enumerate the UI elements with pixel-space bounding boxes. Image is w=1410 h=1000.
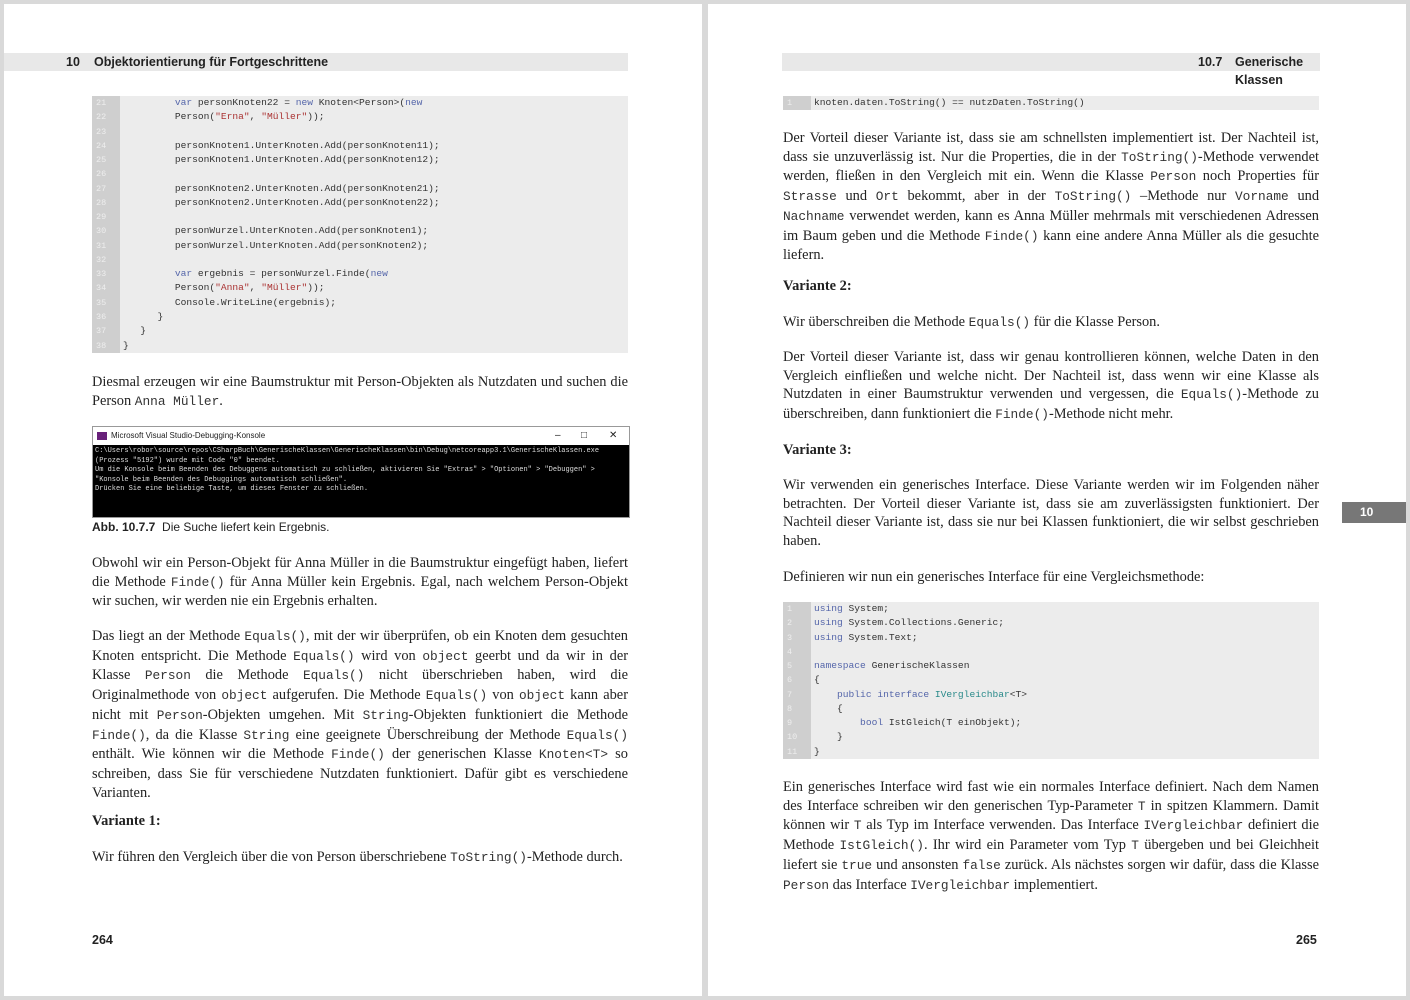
line-number: 6 xyxy=(783,673,811,687)
text-run: als Typ im Interface verwenden. Das Interface xyxy=(861,817,1144,834)
code-line xyxy=(92,96,628,110)
line-number: 28 xyxy=(92,196,120,210)
line-number: 22 xyxy=(92,110,120,124)
variant-heading: Variante 2: xyxy=(783,278,852,294)
text-run: Obwohl wir ein Person-Objekt für Anna Müller in die Baumstruktur eingefügt haben, liefert die Methode xyxy=(92,555,628,590)
paragraph xyxy=(783,568,1319,587)
text-run: bekommt, aber in der xyxy=(898,188,1055,205)
inline-code: Equals() xyxy=(293,648,355,664)
code-text: } xyxy=(123,325,147,337)
line-number: 1 xyxy=(783,96,811,110)
code-line xyxy=(783,702,1319,716)
line-number: 21 xyxy=(92,96,120,110)
line-number: 38 xyxy=(92,339,120,353)
code-text: Console.WriteLine(ergebnis); xyxy=(123,296,337,308)
code-text: { xyxy=(814,702,843,714)
line-number: 29 xyxy=(92,210,120,224)
code-text: } xyxy=(814,731,843,743)
text-run: , da die Klasse xyxy=(145,726,244,743)
text-run: . xyxy=(219,392,223,409)
inline-code: Equals() xyxy=(566,727,628,743)
console-line: (Prozess "5192") wurde mit Code "0" beendet. xyxy=(95,456,280,465)
line-number: 36 xyxy=(92,310,120,324)
section-number: 10.7 xyxy=(1198,55,1223,69)
inline-code: Equals() xyxy=(302,668,365,684)
inline-code: Strasse xyxy=(783,189,837,205)
code-text: personKnoten1.UnterKnoten.Add(personKnoten11); xyxy=(123,139,440,151)
code-text: Person("Erna", "Müller")); xyxy=(123,111,325,123)
code-text: personWurzel.UnterKnoten.Add(personKnoten1); xyxy=(123,225,429,237)
code-line xyxy=(92,210,628,224)
inline-code: object xyxy=(221,688,268,704)
code-text: using System.Collections.Generic; xyxy=(814,617,1004,629)
text-run: -Methode nicht mehr. xyxy=(1048,406,1174,423)
page-number: 264 xyxy=(92,933,113,947)
line-number: 34 xyxy=(92,281,120,295)
line-number: 32 xyxy=(92,253,120,267)
line-number: 3 xyxy=(783,631,811,645)
text-run: nicht überschrieben haben, wird die Originalmethode von xyxy=(92,667,628,704)
text-run: . Ihr wird ein Parameter vom Typ xyxy=(923,837,1132,854)
console-titlebar xyxy=(93,427,629,445)
inline-code: Person xyxy=(156,707,203,723)
code-line xyxy=(783,96,1319,110)
text-run: kann eine andere Anna Müller als die gesuchte liefern. xyxy=(783,227,1319,264)
chapter-number: 10 xyxy=(66,55,80,69)
inline-code: Finde() xyxy=(995,407,1049,423)
inline-code: Person xyxy=(144,668,191,684)
code-line xyxy=(92,182,628,196)
line-number: 2 xyxy=(783,616,811,630)
inline-code: Finde() xyxy=(331,747,385,763)
code-line xyxy=(783,631,1319,645)
text-run: noch Properties für xyxy=(1196,168,1319,185)
text-run: Wir überschreiben die Methode xyxy=(783,314,969,330)
inline-code: Equals() xyxy=(1180,387,1243,403)
code-text: Person("Anna", "Müller")); xyxy=(123,282,325,294)
text-run: Wir verwenden ein generisches Interface. Diese Variante werden wir im Folgenden näher betrachten. Der Vorteil dieser Variante ist, dass sie am zuverlässigsten funktioniert. Der Nachteil dieser Variante ist, dass sie nur bei Klassen funktioniert, die wir selbst geschrieben haben. xyxy=(783,477,1319,550)
line-number: 23 xyxy=(92,125,120,139)
code-line xyxy=(92,324,628,338)
text-run: Der Vorteil dieser Variante ist, dass sie am schnellsten implementiert ist. Der Nachteil ist, dass sie unzuverlässig ist. Nur die Properties, die in der xyxy=(783,130,1319,165)
code-text: personKnoten2.UnterKnoten.Add(personKnoten21); xyxy=(123,182,440,194)
line-number: 37 xyxy=(92,324,120,338)
code-text: personWurzel.UnterKnoten.Add(personKnoten2); xyxy=(123,239,429,251)
code-line xyxy=(783,730,1319,744)
text-run: für die Klasse Person. xyxy=(1030,314,1160,330)
line-number: 24 xyxy=(92,139,120,153)
code-line xyxy=(783,745,1319,759)
text-run: das Interface xyxy=(829,876,911,893)
code-text: public interface IVergleichbar<T> xyxy=(814,688,1028,700)
code-text: var personKnoten22 = new Knoten<Person>(new xyxy=(123,97,423,108)
text-run: der generischen Klasse xyxy=(384,746,539,763)
text-run: in spitzen Klammern. Damit können wir xyxy=(783,797,1320,834)
inline-code: object xyxy=(422,648,469,664)
code-text: personKnoten1.UnterKnoten.Add(personKnoten12); xyxy=(123,154,440,166)
console-line: Drücken Sie eine beliebige Taste, um dieses Fenster zu schließen. xyxy=(95,485,369,494)
text-run: –Methode nur xyxy=(1131,188,1235,205)
console-line: C:\Users\robor\source\repos\CSharpBuch\GenerischeKlassen\GenerischeKlassen\bin\Debug\netcoreapp3.1\GenerischeKlassen.exe xyxy=(95,447,600,455)
console-screenshot xyxy=(92,426,630,518)
text-run: implementiert. xyxy=(1010,876,1098,893)
code-text: personKnoten2.UnterKnoten.Add(personKnoten22); xyxy=(123,196,440,208)
inline-code: Equals() xyxy=(425,688,488,704)
line-number: 5 xyxy=(783,659,811,673)
inline-code: T xyxy=(1131,838,1139,854)
text-run: aufgerufen. Die Methode xyxy=(267,687,426,704)
code-line xyxy=(92,339,628,353)
text-run: -Methode verwendet werden, fließen in den Vergleich mit ein. Wenn die Klasse xyxy=(783,148,1319,185)
inline-code: Knoten<T> xyxy=(538,747,609,763)
text-run: Wir führen den Vergleich über die von Person überschriebene xyxy=(92,849,451,865)
text-run: und xyxy=(1288,188,1320,205)
code-line xyxy=(783,616,1319,630)
caption-text: Die Suche liefert kein Ergebnis. xyxy=(162,520,330,534)
chapter-thumb-tab: 10 xyxy=(1342,502,1406,523)
inline-code: IVergleichbar xyxy=(1143,818,1244,834)
text-run: -Methode zu überschreiben, dann funktioniert die xyxy=(783,386,1319,423)
page-number: 265 xyxy=(1296,933,1317,947)
inline-code: ToString() xyxy=(1054,189,1132,205)
inline-code: Finde() xyxy=(984,228,1039,244)
code-text: knoten.daten.ToString() == nutzDaten.ToString() xyxy=(814,97,1085,108)
inline-code: Finde() xyxy=(92,727,146,743)
line-number: 10 xyxy=(783,730,811,744)
code-line xyxy=(92,139,628,153)
text-run: definiert die Methode xyxy=(783,817,1319,854)
text-run: , mit der wir überprüfen, ob ein Knoten dem gesuchten Knoten entspricht. Die Methode xyxy=(92,628,628,664)
code-line xyxy=(92,196,628,210)
line-number: 9 xyxy=(783,716,811,730)
figure-caption xyxy=(92,520,329,534)
variant-heading: Variante 3: xyxy=(783,442,852,458)
paragraph xyxy=(92,627,628,802)
inline-code: String xyxy=(243,727,290,743)
text-run: Das liegt an der Methode xyxy=(92,628,245,644)
left-page xyxy=(4,4,702,996)
inline-code: Nachname xyxy=(783,208,845,224)
inline-code: Vorname xyxy=(1234,189,1289,205)
inline-code: T xyxy=(1137,798,1146,814)
paragraph xyxy=(783,778,1319,895)
close-icon: ✕ xyxy=(609,430,618,441)
paragraph xyxy=(783,313,1319,333)
text-run: geerbt und da wir in der Klasse xyxy=(92,647,628,684)
inline-code: Equals() xyxy=(244,629,306,644)
line-number: 1 xyxy=(783,602,811,616)
code-listing xyxy=(783,602,1319,759)
code-text: using System; xyxy=(814,603,889,614)
inline-code: Equals() xyxy=(968,315,1031,330)
text-run: verwendet werden, kann es Anna Müller mehrmals mit verschiedenen Adressen im Baum geben und die Methode xyxy=(783,207,1319,244)
line-number: 11 xyxy=(783,745,811,759)
paragraph xyxy=(92,848,628,868)
text-run: -Objekten umgehen. Mit xyxy=(202,706,363,723)
code-line xyxy=(783,602,1319,616)
paragraph xyxy=(783,476,1319,551)
text-run: übergeben und bei Gleichheit liefert sie xyxy=(783,837,1319,873)
code-line xyxy=(92,253,628,267)
maximize-icon: □ xyxy=(581,430,588,441)
inline-code: Anna Müller xyxy=(134,393,220,409)
inline-code: IstGleich() xyxy=(839,838,924,854)
section-title: Generische Klassen xyxy=(1235,55,1304,87)
inline-code: true xyxy=(841,857,873,873)
code-line xyxy=(92,224,628,238)
paragraph xyxy=(92,373,628,411)
code-listing xyxy=(783,96,1319,110)
paragraph xyxy=(783,129,1319,265)
visual-studio-icon xyxy=(97,432,107,440)
inline-code: Finde() xyxy=(170,574,225,590)
text-run: Der Vorteil dieser Variante ist, dass wir genau kontrollieren können, welche Daten in den Vergleich einfließen und welche nicht. Der Nachteil ist, dass wenn wir eine Klasse als Nutzdaten in einer Baumstruktur verwenden und vergessen, die xyxy=(783,349,1319,403)
code-text: } xyxy=(123,339,129,351)
console-line: Um die Konsole beim Beenden des Debuggens automatisch zu schließen, aktivieren Sie "Extras" > "Optionen" > "Debuggen" > xyxy=(95,466,595,475)
text-run: zurück. Als nächstes sorgen wir dafür, dass die Klasse xyxy=(1000,856,1319,873)
minimize-icon: – xyxy=(555,430,561,441)
text-run: wird von xyxy=(354,647,423,664)
paragraph xyxy=(92,554,628,611)
code-line xyxy=(783,645,1319,659)
code-line xyxy=(783,716,1319,730)
line-number: 27 xyxy=(92,182,120,196)
line-number: 26 xyxy=(92,167,120,181)
code-line xyxy=(92,239,628,253)
code-line xyxy=(783,659,1319,673)
code-line xyxy=(92,310,628,324)
code-text: using System.Text; xyxy=(814,631,918,643)
line-number: 30 xyxy=(92,224,120,238)
inline-code: ToString() xyxy=(1121,149,1198,165)
code-line xyxy=(92,296,628,310)
inline-code: Ort xyxy=(875,189,899,205)
line-number: 25 xyxy=(92,153,120,167)
text-run: Diesmal erzeugen wir eine Baumstruktur mit Person-Objekten als Nutzdaten und suchen die Person xyxy=(92,374,628,409)
code-line xyxy=(92,267,628,281)
inline-code: T xyxy=(853,818,862,834)
inline-code: IVergleichbar xyxy=(910,877,1011,893)
code-line xyxy=(783,688,1319,702)
text-run: die Methode xyxy=(190,667,303,684)
line-number: 7 xyxy=(783,688,811,702)
text-run: Ein generisches Interface wird fast wie ein normales Interface definiert. Nach dem Namen des Interface schreiben wir den generischen Typ-Parameter xyxy=(783,779,1319,814)
code-text: var ergebnis = personWurzel.Finde(new xyxy=(123,268,388,280)
text-run: für Anna Müller kein Ergebnis. Egal, nach welchem Person-Objekt wir suchen, wir werden nie ein Ergebnis erhalten. xyxy=(92,573,628,610)
console-line: "Konsole beim Beenden des Debuggings automatisch schließen". xyxy=(95,475,348,484)
running-header xyxy=(4,53,628,71)
text-run: und ansonsten xyxy=(872,856,963,873)
text-run: kann aber nicht mit xyxy=(92,687,628,723)
code-text: namespace GenerischeKlassen xyxy=(814,660,970,672)
chapter-title: Objektorientierung für Fortgeschrittene xyxy=(94,55,329,69)
code-line xyxy=(92,281,628,295)
line-number: 4 xyxy=(783,645,811,659)
code-line xyxy=(783,673,1319,687)
paragraph xyxy=(783,348,1319,425)
inline-code: String xyxy=(362,707,409,723)
text-run: -Methode durch. xyxy=(526,849,623,865)
variant-heading: Variante 1: xyxy=(92,813,161,829)
line-number: 31 xyxy=(92,239,120,253)
text-run: so schreiben, dass Sie für verschiedene Nutzdaten funktioniert. Dafür gibt es verschiedene Varianten. xyxy=(92,746,628,801)
line-number: 8 xyxy=(783,702,811,716)
code-text: bool IstGleich(T einObjekt); xyxy=(814,717,1022,729)
code-line xyxy=(92,167,628,181)
text-run: von xyxy=(487,687,519,704)
caption-label: Abb. 10.7.7 xyxy=(92,520,156,534)
inline-code: Person xyxy=(783,877,830,893)
code-text: { xyxy=(814,674,820,686)
code-line xyxy=(92,153,628,167)
line-number: 33 xyxy=(92,267,120,281)
code-listing xyxy=(92,96,628,353)
text-run: eine geeignete Überschreibung der Methode xyxy=(289,726,567,743)
code-text: } xyxy=(123,310,164,322)
inline-code: false xyxy=(962,857,1001,873)
inline-code: object xyxy=(518,688,566,704)
line-number: 35 xyxy=(92,296,120,310)
code-line xyxy=(92,110,628,124)
text-run: Definieren wir nun ein generisches Interface für eine Vergleichsmethode: xyxy=(783,569,1205,585)
right-page xyxy=(708,4,1406,996)
text-run: enthält. Wie können wir die Methode xyxy=(92,746,332,763)
running-header xyxy=(782,53,1320,87)
inline-code: Person xyxy=(1150,169,1197,185)
code-line xyxy=(92,125,628,139)
code-text: } xyxy=(814,745,820,757)
console-output xyxy=(93,445,629,497)
text-run: -Objekten funktioniert die Methode xyxy=(408,706,628,723)
text-run: und xyxy=(836,188,876,205)
inline-code: ToString() xyxy=(450,850,527,865)
console-title: Microsoft Visual Studio-Debugging-Konsole xyxy=(111,431,266,440)
